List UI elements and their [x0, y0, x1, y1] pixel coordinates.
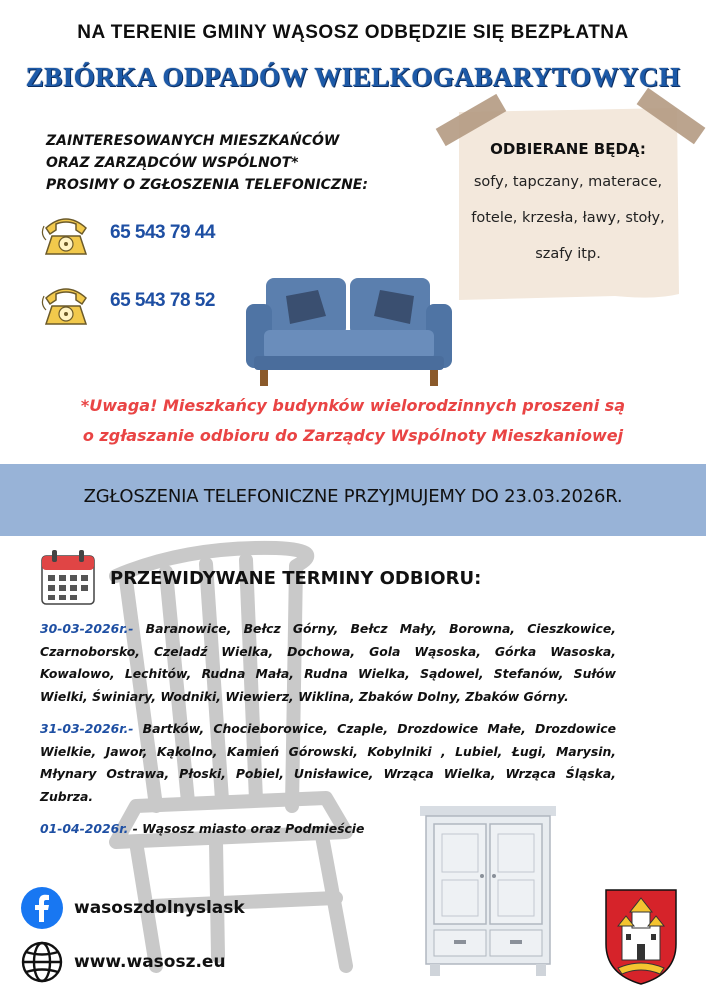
schedule-places: Bartków, Chocieborowice, Czaple, Drozdowice Małe, Drozdowice Wielkie, Jawor, Kąkolno, Kamień Górowski, Kobylniki , Lubiel, Ługi, Marysin, Młynary Ostrawa, Płoski, Pobiel, Unisławice, Wrząca Wielka, Wrząca Śląska, Zubrza. — [40, 721, 616, 804]
intro-text — [46, 130, 368, 196]
telephone-icon — [40, 210, 92, 260]
schedule-title: PRZEWIDYWANE TERMINY ODBIORU: — [110, 568, 482, 589]
telephone-icon — [40, 280, 92, 330]
schedule-places: Baranowice, Bełcz Górny, Bełcz Mały, Borowna, Cieszkowice, Czarnoborsko, Czeladź Wielka, Dochowa, Gola Wąsoska, Górka Wasoska, Kowalowo, Lechitów, Rudna Mała, Rudna Wielka, Sądowel, Stefanów, Sułów Wielki, Świniary, Wodniki, Wiewierz, Wiklina, Zbaków Dolny, Zbaków Górny. — [40, 621, 616, 704]
phone-number-2[interactable]: 65 543 78 52 — [110, 290, 215, 311]
calendar-icon — [40, 548, 96, 610]
intro-line: PROSIMY O ZGŁOSZENIA TELEFONICZNE: — [46, 177, 368, 193]
note-item: fotele, krzesła, ławy, stoły, — [471, 210, 665, 226]
schedule-date: 01-04-2026r. — [40, 821, 129, 836]
note-card — [455, 104, 681, 304]
schedule-entry — [40, 718, 616, 808]
note-item: szafy itp. — [535, 246, 601, 262]
coat-of-arms-emblem — [604, 888, 678, 990]
warning-line: o zgłaszanie odbioru do Zarządcy Wspólnoty Mieszkaniowej — [82, 426, 624, 445]
schedule-date: 30-03-2026r.- — [40, 621, 134, 636]
deadline-text: ZGŁOSZENIA TELEFONICZNE PRZYJMUJEMY DO 23.03.2026R. — [83, 486, 623, 507]
intro-line: ZAINTERESOWANYCH MIESZKAŃCÓW — [46, 133, 340, 149]
intro-line: ORAZ ZARZĄDCÓW WSPÓLNOT* — [46, 155, 299, 171]
facebook-link[interactable]: wasoszdolnyslask — [74, 898, 245, 918]
schedule-date: 31-03-2026r.- — [40, 721, 134, 736]
phone-number-1[interactable]: 65 543 79 44 — [110, 222, 215, 243]
warning-line: *Uwaga! Mieszkańcy budynków wielorodzinnych proszeni są — [80, 396, 626, 415]
wardrobe-illustration — [416, 806, 560, 982]
note-item: sofy, tapczany, materace, — [473, 174, 663, 190]
schedule-entry — [40, 618, 616, 708]
globe-icon[interactable] — [20, 940, 64, 988]
website-link[interactable]: www.wasosz.eu — [74, 952, 226, 972]
header-top-line: NA TERENIE GMINY WĄSOSZ ODBĘDZIE SIĘ BEZPŁATNA — [77, 22, 629, 43]
main-title: ZBIÓRKA ODPADÓW WIELKOGABARYTOWYCH — [25, 62, 681, 92]
facebook-icon[interactable] — [20, 886, 64, 934]
sofa-illustration — [246, 276, 452, 392]
schedule-places: - Wąsosz miasto oraz Podmieście — [132, 821, 365, 836]
note-title: ODBIERANE BĘDĄ: — [490, 140, 646, 158]
